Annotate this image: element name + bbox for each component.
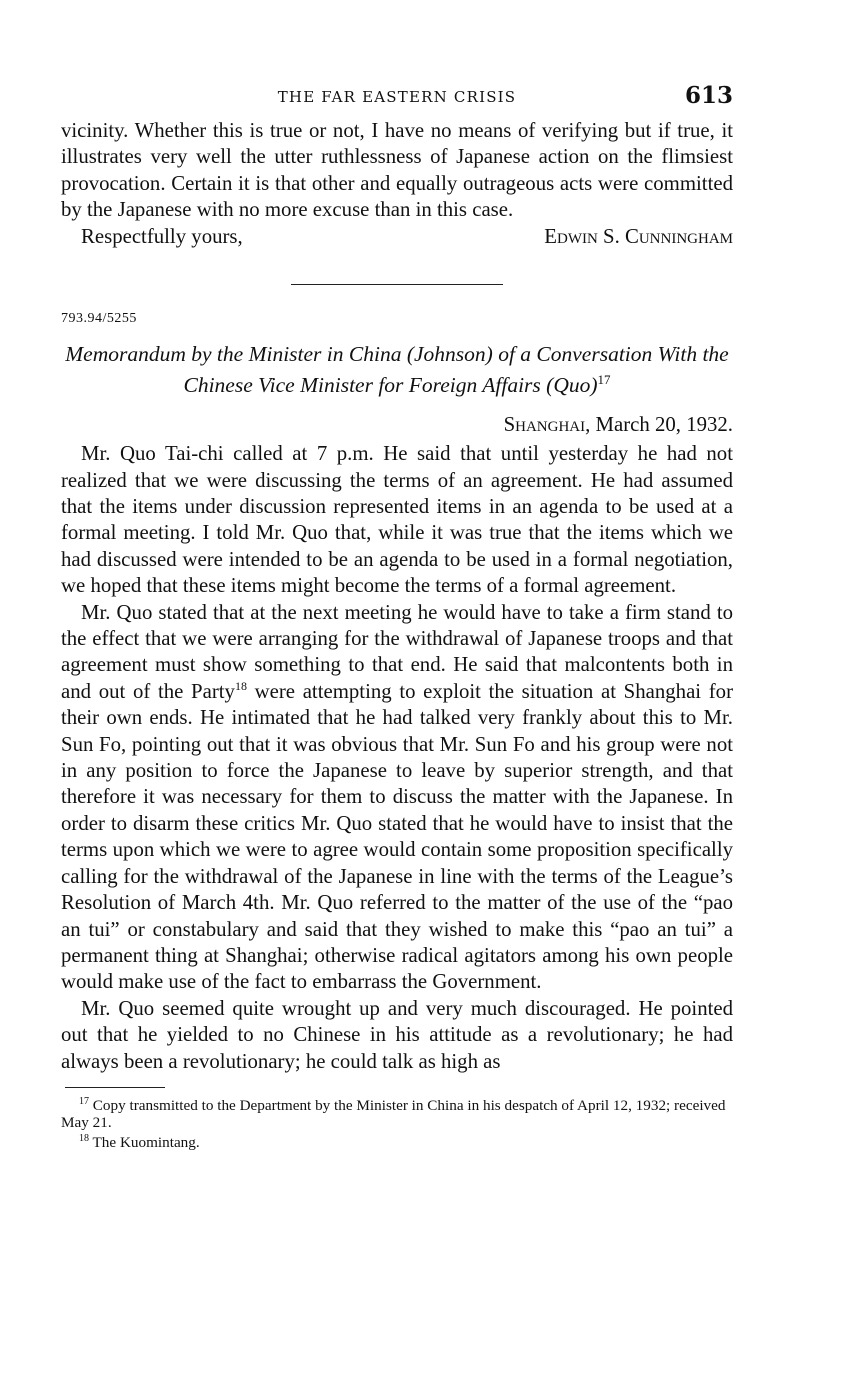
title-footnote-ref: 17 (597, 371, 611, 387)
memorandum-body (61, 441, 733, 1075)
dateline-place: Shanghai (503, 412, 586, 436)
dateline (61, 412, 733, 438)
file-number: 793.94/5255 (61, 310, 137, 326)
footnote-text: Copy transmitted to the Department by the Minister in China in his despatch of April 12, 1932; received May 21. (61, 1097, 726, 1131)
paragraph-text: Mr. Quo stated that at the next meeting he would have to take a firm stand to the effect that we were arranging for the withdrawal of Japanese troops and that agreement must show something to that end. He said that malcontents both in and out of the Party (61, 600, 733, 703)
continued-paragraph: vicinity. Whether this is true or not, I have no means of verifying but if true, it illustrates very well the utter ruthlessness of Japanese action on the flimsiest provocation. Certain it is that other and equally outrageous acts were committed by the Japanese with no more excuse than in this case. (61, 119, 733, 222)
paragraph-text: were attempting to exploit the situation at Shanghai for their own ends. He intimated that he had talked very frankly about this to Mr. Sun Fo, pointing out that it was obvious that Mr. Sun Fo and his group were not in any position to force the Japanese to leave by superior strength, and that therefore it was necessary for them to discuss the matter with the Japanese. In order to disarm these critics Mr. Quo stated that he would have to insist that the terms upon which we were to agree would contain some proposition specifically calling for the withdrawal of the Japanese in line with the terms of the League’s Resolution of March 4th. Mr. Quo referred to the matter of the use of the “pao an tui” or constabulary and said that they wished to make this “pao an tui” a permanent thing at Shanghai; otherwise radical agitators among his own people would make use of the fact to embarrass the Government. (61, 679, 733, 994)
footnotes (61, 1094, 733, 1152)
page-number: 613 (684, 82, 733, 109)
page (61, 78, 733, 1152)
running-title: THE FAR EASTERN CRISIS (277, 88, 517, 106)
dateline-date: , March 20, 1932. (585, 412, 733, 436)
document-title-text: Memorandum by the Minister in China (Johnson) of a Conversation With the Chinese Vice Minister for Foreign Affairs (Quo) (65, 341, 729, 397)
footnote-rule (65, 1087, 165, 1088)
signature: Edwin S. Cunningham (544, 224, 733, 248)
paragraph: Mr. Quo seemed quite wrought up and very much discouraged. He pointed out that he yielded to no Chinese in his attitude as a revolutionary; he had always been a revolutionary; he could talk as high as (61, 996, 733, 1073)
footnote-number: 18 (79, 1133, 89, 1144)
paragraph: Mr. Quo Tai-chi called at 7 p.m. He said that until yesterday he had not realized that we were discussing the terms of an agreement. He had assumed that the items under discussion represented items in an agenda to be used at a formal meeting. I told Mr. Quo that, while it was true that the items which we had discussed were intended to be an agenda to be used in a formal negotiation, we hoped that these items might become the terms of a formal agreement. (61, 442, 733, 598)
paragraph (61, 600, 733, 996)
letter-closing (61, 224, 733, 251)
footnote-number: 17 (79, 1095, 89, 1107)
footnote-text: The Kuomintang. (92, 1134, 200, 1152)
party-footnote-ref: 18 (234, 678, 247, 693)
document-title (61, 341, 733, 398)
running-head (61, 78, 733, 118)
salutation: Respectfully yours, (81, 224, 243, 248)
footnote (61, 1094, 733, 1131)
footnote (61, 1131, 733, 1152)
section-divider (291, 284, 503, 285)
